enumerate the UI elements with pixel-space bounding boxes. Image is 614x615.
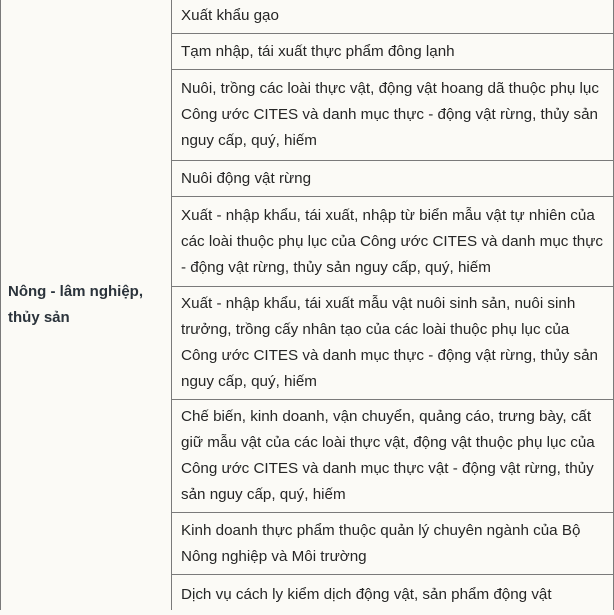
- table-row: [172, 513, 613, 575]
- business-lines-column: [172, 0, 613, 610]
- row-text: Kinh doanh thực phẩm thuộc quản lý chuyên ngành của Bộ Nông nghiệp và Môi trường: [181, 521, 581, 565]
- row-text: Xuất khẩu gạo: [181, 6, 279, 24]
- table-row: [172, 34, 613, 70]
- table-row: [172, 197, 613, 287]
- table-row: [172, 70, 613, 161]
- category-cell: [2, 0, 172, 610]
- row-text: Xuất - nhập khẩu, tái xuất, nhập từ biển mẫu vật tự nhiên của các loài thuộc phụ lục của Công ước CITES và danh mục thực - động vật rừng, thủy sản nguy cấp, quý, hiếm: [181, 206, 604, 276]
- table-row: [172, 287, 613, 400]
- row-text: Chế biến, kinh doanh, vận chuyển, quảng cáo, trưng bày, cất giữ mẫu vật của các loài thực vật, động vật thuộc phụ lục của Công ước CITES và danh mục thực vật - động vật rừng, thủy sản nguy cấp, quý, hiếm: [181, 408, 595, 503]
- row-text: Nuôi động vật rừng: [181, 169, 312, 187]
- table-row: [172, 161, 613, 197]
- row-text: Dịch vụ cách ly kiểm dịch động vật, sản phẩm động vật: [181, 586, 552, 603]
- row-text: Xuất - nhập khẩu, tái xuất mẫu vật nuôi sinh sản, nuôi sinh trưởng, trồng cấy nhân tạo của các loài thuộc phụ lục của Công ước CITES và danh mục thực - động vật rừng, thủy sản nguy cấp, quý, hiếm: [181, 295, 598, 390]
- row-text: Tạm nhập, tái xuất thực phẩm đông lạnh: [181, 42, 455, 60]
- table-row: [172, 575, 613, 615]
- row-text: Nuôi, trồng các loài thực vật, động vật hoang dã thuộc phụ lục Công ước CITES và danh mục thực - động vật rừng, thủy sản nguy cấp, quý, hiếm: [181, 80, 599, 149]
- table-row: [172, 400, 613, 513]
- category-label: Nông - lâm nghiệp, thủy sản: [8, 282, 143, 326]
- table-row: [172, 0, 613, 34]
